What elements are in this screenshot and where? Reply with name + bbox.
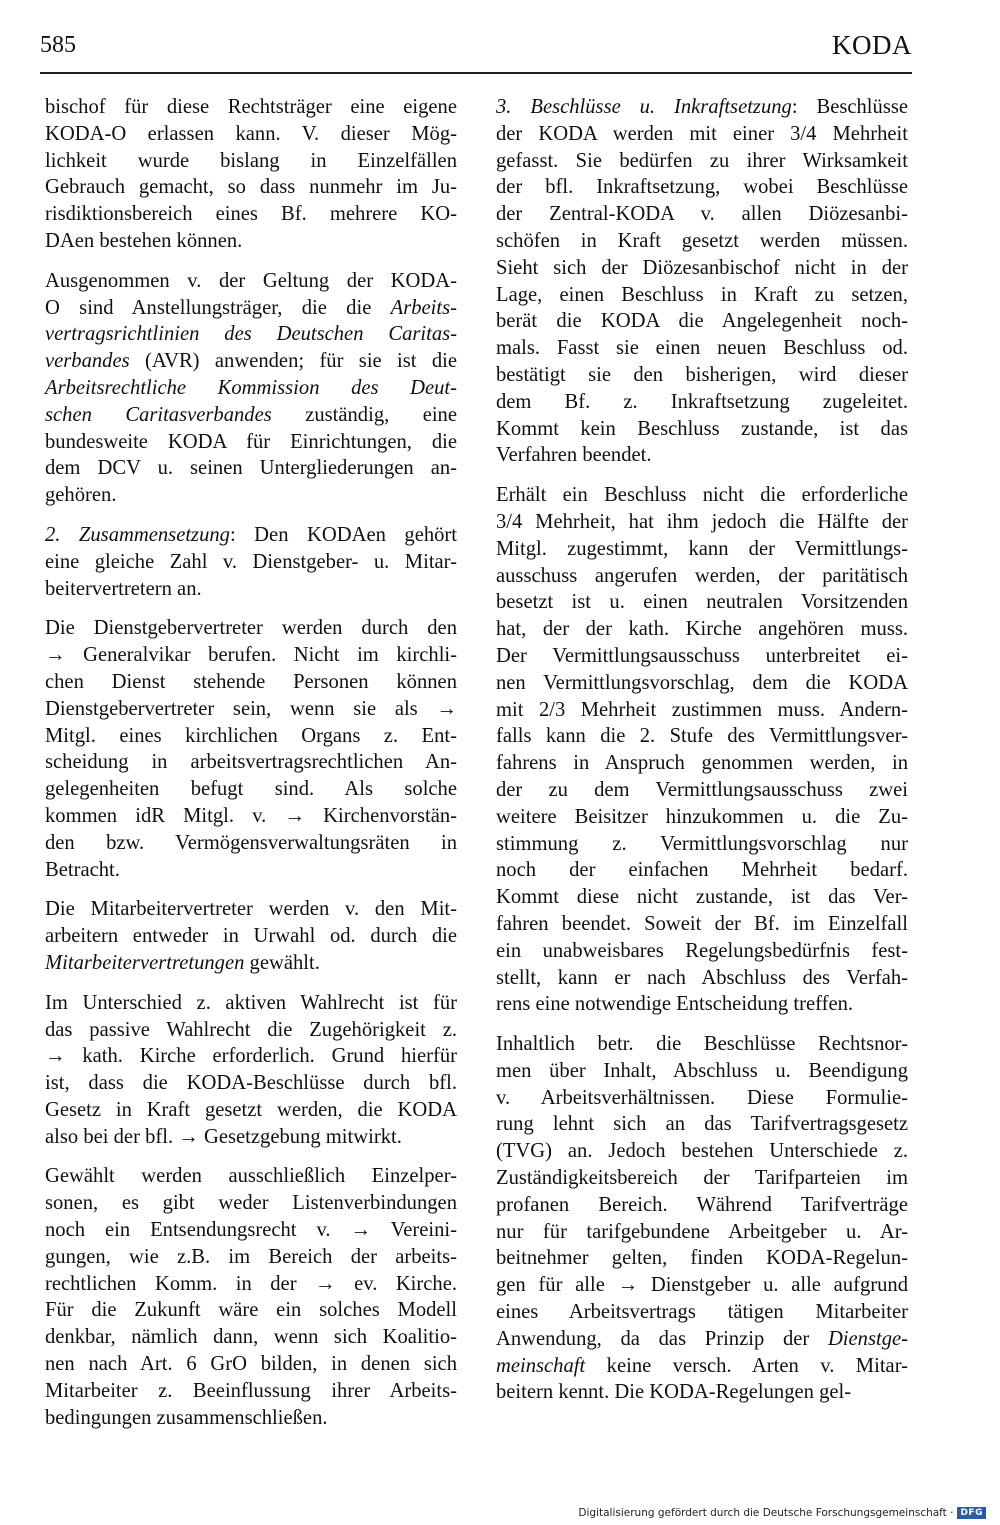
text-line (496, 804, 908, 831)
text-line (45, 776, 457, 803)
text-line (496, 362, 908, 389)
text-line (496, 1085, 908, 1112)
text-line (45, 950, 457, 977)
text-run: ausschuss angerufen werden, der paritätisch (496, 564, 908, 587)
text-run: mit 2/3 Mehrheit zustimmen muss. Andern- (496, 698, 908, 721)
text-run: eine gleiche Zahl v. Dienstgeber- u. Mitar- (45, 550, 457, 573)
text-run: dem Bf. z. Inkraftsetzung zugeleitet. (496, 390, 908, 413)
text-run: noch der einfachen Mehrheit bedarf. (496, 859, 908, 882)
text-line (496, 228, 908, 255)
text-run: bestätigt sie den bisherigen, wird dieser (496, 363, 908, 386)
text-run: gewählt. (244, 951, 320, 974)
text-line (45, 121, 457, 148)
text-line (496, 335, 908, 362)
text-line (45, 1244, 457, 1271)
text-line (496, 857, 908, 884)
text-run: zuständig, eine (271, 403, 457, 426)
text-run: DAen bestehen können. (45, 229, 243, 252)
text-run: sonen, es gibt weder Listenverbindungen (45, 1192, 457, 1215)
text-line (45, 375, 457, 402)
text-run: beitern kennt. Die KODA-Regelungen gel- (496, 1381, 852, 1404)
text-run: stellt, kann er nach Abschluss des Verfah- (496, 966, 908, 989)
text-run: 3/4 Mehrheit, hat ihm jedoch die Hälfte der (496, 510, 908, 533)
text-run: : Beschlüsse (791, 96, 908, 118)
text-line (496, 884, 908, 911)
text-line (496, 1111, 908, 1138)
italic-text: 2. Zusammensetzung (45, 523, 230, 546)
text-line (496, 938, 908, 965)
text-run: dem DCV u. seinen Untergliederungen an- (45, 457, 457, 480)
text-line (45, 148, 457, 175)
italic-text: Arbeitsrechtliche Kommission des Deut- (45, 376, 457, 399)
text-run: schöfen in Kraft gesetzt werden müssen. (496, 229, 908, 252)
text-line (45, 1017, 457, 1044)
text-line (45, 576, 457, 603)
text-run: gen für alle → Dienstgeber u. alle aufgrund (496, 1274, 908, 1297)
text-line (45, 482, 457, 509)
paragraph (496, 1031, 908, 1406)
text-run: nen Vermittlungsvorschlag, dem die KODA (496, 671, 908, 694)
text-line (496, 442, 908, 469)
text-line (45, 1163, 457, 1190)
text-line (496, 308, 908, 335)
text-run: ist, dass die KODA-Beschlüsse durch bfl. (45, 1072, 457, 1095)
text-line (496, 1165, 908, 1192)
text-line (496, 536, 908, 563)
right-column (496, 94, 908, 1419)
paragraph (45, 268, 457, 509)
paragraph (45, 1163, 457, 1431)
italic-text: meinschaft (496, 1354, 586, 1377)
text-line (45, 94, 457, 121)
paragraph (45, 896, 457, 976)
italic-text: verbandes (45, 350, 130, 373)
text-line (45, 228, 457, 255)
text-line (45, 1124, 457, 1151)
text-run: → Generalvikar berufen. Nicht im kirchli- (45, 644, 457, 667)
text-line (496, 121, 908, 148)
text-run: rens eine notwendige Entscheidung treffen. (496, 993, 854, 1016)
text-line (45, 1217, 457, 1244)
text-run: Für die Zukunft wäre ein solches Modell (45, 1299, 457, 1322)
text-run: Inhaltlich betr. die Beschlüsse Rechtsnor- (496, 1033, 908, 1056)
text-run: Gewählt werden ausschließlich Einzelper- (45, 1165, 457, 1188)
text-line (496, 201, 908, 228)
italic-text: Mitarbeitervertretungen (45, 951, 245, 974)
text-run: den bzw. Vermögensverwaltungsräten in (45, 831, 457, 854)
text-run: fahrens in Anspruch genommen werden, in (496, 752, 908, 775)
text-line (45, 990, 457, 1017)
text-run: Verfahren beendet. (496, 444, 652, 467)
text-line (496, 482, 908, 509)
text-line (45, 749, 457, 776)
text-line (496, 991, 908, 1018)
text-run: bischof für diese Rechtsträger eine eigene (45, 96, 457, 118)
text-run: stimmung z. Vermittlungsvorschlag nur (496, 832, 908, 855)
text-run: Zuständigkeitsbereich der Tarifparteien im (496, 1167, 908, 1190)
text-run: bundesweite KODA für Einrichtungen, die (45, 430, 457, 453)
text-run: fahren beendet. Soweit der Bf. im Einzelfall (496, 912, 908, 935)
paragraph (496, 482, 908, 1018)
text-line (45, 923, 457, 950)
text-line (45, 642, 457, 669)
paragraph (45, 522, 457, 602)
footer (578, 1507, 986, 1519)
text-line (496, 697, 908, 724)
text-run: rechtlichen Komm. in der → ev. Kirche. (45, 1272, 457, 1295)
text-line (45, 295, 457, 322)
text-run: chen Dienst stehende Personen können (45, 670, 457, 693)
paragraph (45, 615, 457, 883)
text-line (496, 670, 908, 697)
text-line (45, 1351, 457, 1378)
paragraph (45, 990, 457, 1151)
text-line (496, 174, 908, 201)
text-line (45, 201, 457, 228)
text-line (496, 148, 908, 175)
text-run: Mitgl. zugestimmt, kann der Vermittlungs- (496, 537, 908, 560)
paragraph (496, 94, 908, 469)
text-run: also bei der bfl. → Gesetzgebung mitwirkt. (45, 1125, 402, 1148)
text-line (45, 615, 457, 642)
paragraph (45, 94, 457, 255)
text-run: beitnehmer gelten, finden KODA-Regelun- (496, 1247, 908, 1270)
text-run: (TVG) an. Jedoch bestehen Unterschiede z. (496, 1140, 908, 1163)
text-line (45, 830, 457, 857)
text-run: denkbar, nämlich dann, wenn sich Koalitio- (45, 1326, 457, 1349)
text-line (496, 589, 908, 616)
page-header (40, 32, 912, 74)
text-line (45, 1297, 457, 1324)
text-run: Die Dienstgebervertreter werden durch den (45, 617, 457, 640)
text-run: der bfl. Inkraftsetzung, wobei Beschlüsse (496, 176, 908, 199)
text-run: mals. Fasst sie einen neuen Beschluss od. (496, 337, 908, 360)
text-line (496, 416, 908, 443)
text-run: → kath. Kirche erforderlich. Grund hierfür (45, 1045, 457, 1068)
text-run: O sind Anstellungsträger, die die (45, 296, 391, 319)
text-line (496, 723, 908, 750)
text-run: gelegenheiten befugt sind. Als solche (45, 778, 457, 801)
text-line (496, 1031, 908, 1058)
text-run: eines Arbeitsvertrags tätigen Mitarbeiter (496, 1301, 908, 1324)
text-line (496, 1272, 908, 1299)
left-column (45, 94, 457, 1444)
text-run: KODA-O erlassen kann. V. dieser Mög- (45, 122, 457, 145)
text-line (45, 1190, 457, 1217)
text-line (45, 857, 457, 884)
text-line (496, 1245, 908, 1272)
text-run: gefasst. Sie bedürfen zu ihrer Wirksamkeit (496, 149, 908, 172)
text-run: Anwendung, da das Prinzip der (496, 1327, 828, 1350)
text-line (496, 965, 908, 992)
text-run: falls kann die 2. Stufe des Vermittlungsver- (496, 725, 908, 748)
dfg-logo: DFG (957, 1507, 986, 1519)
text-run: gehören. (45, 484, 117, 507)
text-run: der zu dem Vermittlungsausschuss zwei (496, 778, 908, 801)
text-run: Erhält ein Beschluss nicht die erforderliche (496, 484, 908, 507)
text-run: nen nach Art. 6 GrO bilden, in denen sich (45, 1353, 457, 1376)
text-run: Kommt diese nicht zustande, ist das Ver- (496, 886, 908, 909)
italic-text: schen Caritasverbandes (45, 403, 272, 426)
text-line (496, 1326, 908, 1353)
text-line (496, 1138, 908, 1165)
text-line (45, 1070, 457, 1097)
text-run: Die Mitarbeitervertreter werden v. den Mit- (45, 898, 457, 921)
text-run: v. Arbeitsverhältnissen. Diese Formulie- (496, 1086, 908, 1109)
text-run: beitervertretern an. (45, 577, 202, 600)
footer-credit: Digitalisierung gefördert durch die Deutsche Forschungsgemeinschaft · (578, 1507, 954, 1519)
text-line (45, 402, 457, 429)
text-line (45, 549, 457, 576)
text-line (496, 1299, 908, 1326)
page-number: 585 (40, 32, 76, 58)
text-line (496, 1353, 908, 1380)
text-run: men über Inhalt, Abschluss u. Beendigung (496, 1059, 908, 1082)
text-run: ein unabweisbares Regelungsbedürfnis fest- (496, 939, 908, 962)
text-run: lichkeit wurde bislang in Einzelfällen (45, 149, 457, 172)
text-run: Sieht sich der Diözesanbischof nicht in der (496, 256, 908, 279)
text-run: der Zentral-KODA v. allen Diözesanbi- (496, 203, 908, 226)
text-line (45, 321, 457, 348)
text-run: kommen idR Mitgl. v. → Kirchenvorstän- (45, 804, 457, 827)
text-run: Ausgenommen v. der Geltung der KODA- (45, 269, 457, 292)
text-line (496, 563, 908, 590)
text-line (45, 1271, 457, 1298)
text-run: weitere Beisitzer hinzukommen u. die Zu- (496, 805, 908, 828)
text-line (45, 669, 457, 696)
text-line (45, 522, 457, 549)
text-line (496, 282, 908, 309)
text-line (45, 723, 457, 750)
text-run: Mitgl. eines kirchlichen Organs z. Ent- (45, 724, 457, 747)
text-run: keine versch. Arten v. Mitar- (585, 1354, 908, 1377)
text-run: nur für tarifgebundene Arbeitgeber u. Ar- (496, 1220, 908, 1243)
text-run: risdiktionsbereich eines Bf. mehrere KO- (45, 203, 457, 226)
text-line (45, 1043, 457, 1070)
text-run: (AVR) anwenden; für sie ist die (129, 350, 457, 373)
text-run: Dienstgebervertreter sein, wenn sie als → (45, 697, 457, 720)
text-run: Im Unterschied z. aktiven Wahlrecht ist für (45, 991, 457, 1014)
text-line (496, 94, 908, 121)
text-run: gungen, wie z.B. im Bereich der arbeits- (45, 1245, 457, 1268)
text-line (45, 1378, 457, 1405)
running-head: KODA (832, 30, 912, 60)
text-line (496, 1219, 908, 1246)
text-line (45, 348, 457, 375)
text-line (496, 509, 908, 536)
text-line (45, 174, 457, 201)
text-run: scheidung in arbeitsvertragsrechtlichen An- (45, 751, 457, 774)
text-line (496, 643, 908, 670)
text-run: Gebrauch gemacht, so dass nunmehr im Ju- (45, 176, 457, 199)
italic-text: Arbeits- (390, 296, 457, 319)
text-run: hat, der der kath. Kirche angehören muss. (496, 618, 908, 641)
text-line (496, 750, 908, 777)
text-line (496, 1379, 908, 1406)
text-run: das passive Wahlrecht die Zugehörigkeit z. (45, 1018, 457, 1041)
italic-text: vertragsrichtlinien des Deutschen Caritas- (45, 323, 457, 346)
text-line (496, 777, 908, 804)
italic-text: Dienstge- (827, 1327, 908, 1350)
text-line (496, 911, 908, 938)
text-run: bedingungen zusammenschließen. (45, 1406, 328, 1429)
text-run: noch ein Entsendungsrecht v. → Vereini- (45, 1219, 457, 1242)
text-run: rung lehnt sich an das Tarifvertragsgesetz (496, 1113, 908, 1136)
text-line (45, 896, 457, 923)
text-run: Mitarbeiter z. Beeinflussung ihrer Arbeits- (45, 1379, 457, 1402)
text-line (45, 268, 457, 295)
text-line (45, 1097, 457, 1124)
text-line (496, 616, 908, 643)
text-run: besetzt ist u. einen neutralen Vorsitzenden (496, 591, 908, 614)
text-line (496, 1192, 908, 1219)
text-line (496, 255, 908, 282)
italic-text: 3. Beschlüsse u. Inkraftsetzung (496, 96, 792, 118)
text-line (496, 389, 908, 416)
text-run: Der Vermittlungsausschuss unterbreitet ei- (496, 644, 908, 667)
text-line (45, 429, 457, 456)
text-run: Gesetz in Kraft gesetzt werden, die KODA (45, 1098, 457, 1121)
text-line (496, 1058, 908, 1085)
text-run: Lage, einen Beschluss in Kraft zu setzen, (496, 283, 908, 306)
text-run: der KODA werden mit einer 3/4 Mehrheit (496, 122, 908, 145)
text-line (45, 1405, 457, 1432)
text-line (45, 455, 457, 482)
text-line (496, 831, 908, 858)
text-run: arbeitern entweder in Urwahl od. durch die (45, 925, 457, 948)
text-run: : Den KODAen gehört (229, 523, 458, 546)
text-run: berät die KODA die Angelegenheit noch- (496, 310, 908, 333)
text-run: profanen Bereich. Während Tarifverträge (496, 1193, 908, 1216)
text-run: Kommt kein Beschluss zustande, ist das (496, 417, 908, 440)
text-line (45, 803, 457, 830)
text-line (45, 696, 457, 723)
text-run: Betracht. (45, 858, 120, 881)
text-line (45, 1324, 457, 1351)
